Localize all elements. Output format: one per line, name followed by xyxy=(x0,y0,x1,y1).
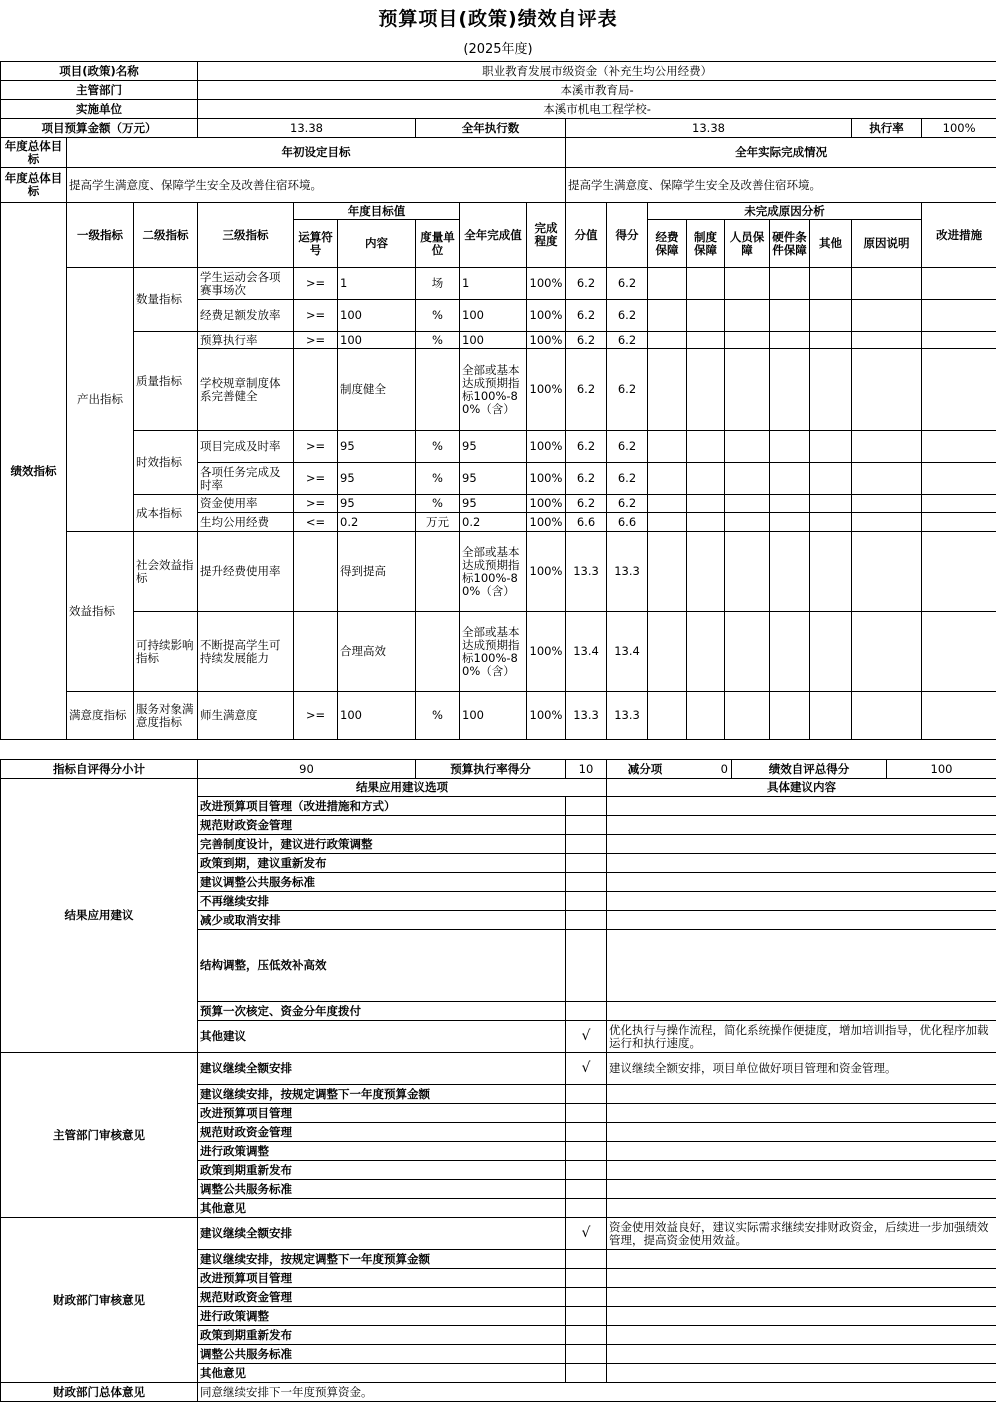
indicator-name: 资金使用率 xyxy=(198,495,294,513)
option-text: 调整公共服务标准 xyxy=(198,1180,566,1199)
unit-label: 实施单位 xyxy=(1,100,198,119)
option-check[interactable] xyxy=(566,835,607,854)
op-cell: >= xyxy=(294,692,338,740)
score-val-header: 分值 xyxy=(566,203,607,268)
option-content xyxy=(607,854,996,873)
option-check[interactable] xyxy=(566,1269,607,1288)
indicator-name: 师生满意度 xyxy=(198,692,294,740)
deduct-label: 减分项 xyxy=(607,763,683,776)
op-cell: <= xyxy=(294,513,338,532)
option-content: 资金使用效益良好，建议实际需求继续安排财政资金，后续进一步加强绩效管理，提高资金使用效益。 xyxy=(607,1218,996,1250)
project-name: 职业教育发展市级资金（补充生均公用经费） xyxy=(198,62,996,81)
option-content xyxy=(607,797,996,816)
option-text: 改进预算项目管理 xyxy=(198,1269,566,1288)
option-check[interactable] xyxy=(566,854,607,873)
content-cell: 95 xyxy=(338,431,416,463)
done-cell: 全部或基本达成预期指标100%-80%（含） xyxy=(460,349,527,431)
done-cell: 100 xyxy=(460,692,527,740)
rate-label: 执行率 xyxy=(852,119,922,138)
indicator-name: 学校规章制度体系完善健全 xyxy=(198,349,294,431)
option-content: 建议继续全额安排，项目单位做好项目管理和资金管理。 xyxy=(607,1053,996,1085)
val-cell: 6.2 xyxy=(566,300,607,332)
option-text: 改进预算项目管理（改进措施和方式） xyxy=(198,797,566,816)
page-title: 预算项目(政策)绩效自评表 xyxy=(0,4,996,31)
option-check[interactable] xyxy=(566,1104,607,1123)
budget-score-value: 10 xyxy=(566,760,607,779)
actual-goal: 提高学生满意度、保障学生安全及改善住宿环境。 xyxy=(566,168,996,203)
exec-label: 全年执行数 xyxy=(416,119,566,138)
exec-value: 13.38 xyxy=(566,119,852,138)
initial-goal-header: 年初设定目标 xyxy=(67,138,566,168)
content-cell: 100 xyxy=(338,300,416,332)
score-cell: 6.2 xyxy=(607,268,648,300)
option-check[interactable]: √ xyxy=(566,1218,607,1250)
group-social: 社会效益指标 xyxy=(134,532,198,612)
list-item xyxy=(1,1053,996,1085)
option-content xyxy=(607,873,996,892)
supervisor-label: 主管部门审核意见 xyxy=(1,1053,198,1218)
option-check[interactable] xyxy=(566,1142,607,1161)
op-cell xyxy=(294,612,338,692)
score-cell: 6.2 xyxy=(607,300,648,332)
option-check[interactable] xyxy=(566,1123,607,1142)
val-cell: 6.2 xyxy=(566,431,607,463)
val-cell: 6.6 xyxy=(566,513,607,532)
actual-goal-header: 全年实际完成情况 xyxy=(566,138,996,168)
l2-header: 二级指标 xyxy=(134,203,198,268)
content-cell: 95 xyxy=(338,463,416,495)
val-cell: 6.2 xyxy=(566,268,607,300)
total-label: 绩效自评总得分 xyxy=(732,760,887,778)
val-cell: 6.2 xyxy=(566,495,607,513)
done-cell: 1 xyxy=(460,268,527,300)
option-check[interactable] xyxy=(566,1199,607,1218)
degree-cell: 100% xyxy=(527,692,566,740)
option-content xyxy=(607,1326,996,1345)
done-cell: 0.2 xyxy=(460,513,527,532)
score-cell: 6.2 xyxy=(607,332,648,349)
option-check[interactable] xyxy=(566,892,607,911)
content-cell: 100 xyxy=(338,692,416,740)
table-row xyxy=(1,495,996,513)
val-cell: 6.2 xyxy=(566,463,607,495)
degree-cell: 100% xyxy=(527,349,566,431)
option-check[interactable] xyxy=(566,1307,607,1326)
table-row xyxy=(1,532,996,612)
group-satisfaction: 满意度指标 xyxy=(67,692,134,740)
content-header: 内容 xyxy=(338,220,416,268)
done-header: 全年完成值 xyxy=(460,203,527,268)
degree-cell: 100% xyxy=(527,431,566,463)
group-cost: 成本指标 xyxy=(134,495,198,532)
option-text: 预算一次核定、资金分年度拨付 xyxy=(198,1002,566,1021)
option-text: 其他意见 xyxy=(198,1364,566,1383)
goal-row-label: 年度总体目标 xyxy=(1,168,67,203)
budget-score-label: 预算执行率得分 xyxy=(416,760,566,779)
budget-value: 13.38 xyxy=(198,119,416,138)
option-check[interactable] xyxy=(566,1364,607,1383)
op-cell: >= xyxy=(294,268,338,300)
degree-cell: 100% xyxy=(527,513,566,532)
indicator-name: 生均公用经费 xyxy=(198,513,294,532)
option-text: 完善制度设计，建议进行政策调整 xyxy=(198,835,566,854)
option-text: 政策到期，建议重新发布 xyxy=(198,854,566,873)
indicator-name: 经费足额发放率 xyxy=(198,300,294,332)
option-check[interactable] xyxy=(566,816,607,835)
dept-value: 本溪市教育局- xyxy=(198,81,996,100)
unit-cell xyxy=(416,532,460,612)
subtotal-label: 指标自评得分小计 xyxy=(1,760,198,779)
content-cell: 合理高效 xyxy=(338,612,416,692)
content-cell: 0.2 xyxy=(338,513,416,532)
group-quality: 质量指标 xyxy=(134,332,198,431)
option-text: 调整公共服务标准 xyxy=(198,1345,566,1364)
done-cell: 100 xyxy=(460,332,527,349)
unit-cell: % xyxy=(416,431,460,463)
option-text: 建议继续全额安排 xyxy=(198,1053,566,1085)
result-options-header: 结果应用建议选项 xyxy=(198,779,607,797)
option-content xyxy=(607,1269,996,1288)
option-content xyxy=(607,1180,996,1199)
option-check[interactable] xyxy=(566,1180,607,1199)
table-row xyxy=(1,612,996,692)
option-content xyxy=(607,1307,996,1326)
op-cell: >= xyxy=(294,431,338,463)
option-check[interactable] xyxy=(566,1085,607,1104)
table-row xyxy=(1,332,996,349)
op-header: 运算符号 xyxy=(294,220,338,268)
done-cell: 95 xyxy=(460,495,527,513)
unit-cell: 万元 xyxy=(416,513,460,532)
degree-cell: 100% xyxy=(527,612,566,692)
op-cell: >= xyxy=(294,463,338,495)
degree-cell: 100% xyxy=(527,495,566,513)
option-content xyxy=(607,1123,996,1142)
option-text: 结构调整，压低效补高效 xyxy=(198,930,566,1002)
option-content xyxy=(607,1104,996,1123)
option-text: 建议调整公共服务标准 xyxy=(198,873,566,892)
page-subtitle: (2025年度) xyxy=(0,38,996,57)
option-text: 其他建议 xyxy=(198,1021,566,1053)
option-content xyxy=(607,835,996,854)
done-cell: 95 xyxy=(460,431,527,463)
content-cell: 1 xyxy=(338,268,416,300)
reason-note-header: 原因说明 xyxy=(852,220,922,268)
dept-label: 主管部门 xyxy=(1,81,198,100)
option-content xyxy=(607,1345,996,1364)
group-quantity: 数量指标 xyxy=(134,268,198,332)
degree-cell: 100% xyxy=(527,268,566,300)
val-cell: 6.2 xyxy=(566,349,607,431)
group-service: 服务对象满意度指标 xyxy=(134,692,198,740)
val-cell: 13.4 xyxy=(566,612,607,692)
option-check[interactable] xyxy=(566,1002,607,1021)
option-check[interactable]: √ xyxy=(566,1053,607,1085)
reason-staff-header: 人员保障 xyxy=(725,220,770,268)
option-text: 建议继续全额安排 xyxy=(198,1218,566,1250)
table-row xyxy=(1,431,996,463)
reason-system-header: 制度保障 xyxy=(687,220,725,268)
option-text: 进行政策调整 xyxy=(198,1142,566,1161)
reason-hardware-header: 硬件条件保障 xyxy=(770,220,810,268)
op-cell xyxy=(294,349,338,431)
indicator-name: 预算执行率 xyxy=(198,332,294,349)
reason-funding-header: 经费保障 xyxy=(648,220,687,268)
option-check[interactable] xyxy=(566,1326,607,1345)
group-sustain: 可持续影响指标 xyxy=(134,612,198,692)
done-cell: 全部或基本达成预期指标100%-80%（含） xyxy=(460,532,527,612)
option-content xyxy=(607,1002,996,1021)
option-check[interactable] xyxy=(566,930,607,1002)
score-cell: 6.2 xyxy=(607,431,648,463)
degree-header: 完成程度 xyxy=(527,203,566,268)
indicator-name: 不断提高学生可持续发展能力 xyxy=(198,612,294,692)
score-cell: 13.3 xyxy=(607,692,648,740)
option-content xyxy=(607,911,996,930)
total-value: 100 xyxy=(887,763,996,776)
option-content xyxy=(607,1250,996,1269)
done-cell: 全部或基本达成预期指标100%-80%（含） xyxy=(460,612,527,692)
option-text: 政策到期重新发布 xyxy=(198,1326,566,1345)
unit-cell xyxy=(416,612,460,692)
option-content xyxy=(607,1364,996,1383)
goal-row-label: 年度总体目标 xyxy=(1,138,67,168)
unit-cell: % xyxy=(416,332,460,349)
val-cell: 6.2 xyxy=(566,332,607,349)
project-name-label: 项目(政策)名称 xyxy=(1,62,198,81)
degree-cell: 100% xyxy=(527,332,566,349)
reason-other-header: 其他 xyxy=(810,220,852,268)
option-text: 政策到期重新发布 xyxy=(198,1161,566,1180)
unit-header: 度量单位 xyxy=(416,220,460,268)
content-cell: 得到提高 xyxy=(338,532,416,612)
option-check[interactable] xyxy=(566,797,607,816)
option-content xyxy=(607,816,996,835)
rate-value: 100% xyxy=(922,119,996,138)
unit-cell xyxy=(416,349,460,431)
option-content xyxy=(607,1288,996,1307)
degree-cell: 100% xyxy=(527,300,566,332)
group-benefit: 效益指标 xyxy=(67,532,134,692)
op-cell: >= xyxy=(294,495,338,513)
option-content xyxy=(607,1199,996,1218)
done-cell: 100 xyxy=(460,300,527,332)
option-content xyxy=(607,1161,996,1180)
initial-goal: 提高学生满意度、保障学生安全及改善住宿环境。 xyxy=(67,168,566,203)
option-content xyxy=(607,1085,996,1104)
option-text: 规范财政资金管理 xyxy=(198,1123,566,1142)
group-output: 产出指标 xyxy=(67,268,134,532)
option-text: 进行政策调整 xyxy=(198,1307,566,1326)
option-check[interactable] xyxy=(566,911,607,930)
score-cell: 13.3 xyxy=(607,532,648,612)
unit-cell: % xyxy=(416,300,460,332)
group-time: 时效指标 xyxy=(134,431,198,495)
content-cell: 95 xyxy=(338,495,416,513)
reason-header: 未完成原因分析 xyxy=(648,203,922,220)
degree-cell: 100% xyxy=(527,463,566,495)
unit-cell: 场 xyxy=(416,268,460,300)
option-text: 不再继续安排 xyxy=(198,892,566,911)
option-check[interactable] xyxy=(566,1161,607,1180)
val-cell: 13.3 xyxy=(566,532,607,612)
option-text: 建议继续安排，按规定调整下一年度预算金额 xyxy=(198,1085,566,1104)
table-row xyxy=(1,268,996,300)
option-content: 优化执行与操作流程，简化系统操作便捷度，增加培训指导，优化程序加载运行和执行速度。 xyxy=(607,1021,996,1053)
improve-header: 改进措施 xyxy=(922,203,996,268)
evaluation-table xyxy=(0,61,996,740)
op-cell xyxy=(294,532,338,612)
content-cell: 100 xyxy=(338,332,416,349)
option-text: 其他意见 xyxy=(198,1199,566,1218)
option-content xyxy=(607,1142,996,1161)
done-cell: 95 xyxy=(460,463,527,495)
score-cell: 6.2 xyxy=(607,349,648,431)
indicator-name: 学生运动会各项赛事场次 xyxy=(198,268,294,300)
option-content xyxy=(607,892,996,911)
op-cell: >= xyxy=(294,332,338,349)
result-content-header: 具体建议内容 xyxy=(607,779,996,797)
unit-cell: % xyxy=(416,463,460,495)
indicator-name: 提升经费使用率 xyxy=(198,532,294,612)
deduct-value: 0 xyxy=(683,760,732,778)
overall-content: 同意继续安排下一年度预算资金。 xyxy=(198,1383,996,1402)
l3-header: 三级指标 xyxy=(198,203,294,268)
score-cell: 6.6 xyxy=(607,513,648,532)
score-header: 得分 xyxy=(607,203,648,268)
list-item xyxy=(1,1218,996,1250)
unit-cell: % xyxy=(416,692,460,740)
indicator-name: 各项任务完成及时率 xyxy=(198,463,294,495)
table-row xyxy=(1,692,996,740)
unit-cell: % xyxy=(416,495,460,513)
score-cell: 6.2 xyxy=(607,463,648,495)
option-text: 规范财政资金管理 xyxy=(198,1288,566,1307)
indicator-name: 项目完成及时率 xyxy=(198,431,294,463)
op-cell: >= xyxy=(294,300,338,332)
val-cell: 13.3 xyxy=(566,692,607,740)
option-text: 规范财政资金管理 xyxy=(198,816,566,835)
option-text: 减少或取消安排 xyxy=(198,911,566,930)
option-check[interactable] xyxy=(566,1345,607,1364)
option-check[interactable]: √ xyxy=(566,1021,607,1053)
l1-header: 一级指标 xyxy=(67,203,134,268)
content-cell: 制度健全 xyxy=(338,349,416,431)
option-check[interactable] xyxy=(566,873,607,892)
target-header: 年度目标值 xyxy=(294,203,460,220)
degree-cell: 100% xyxy=(527,532,566,612)
overall-label: 财政部门总体意见 xyxy=(1,1383,198,1402)
score-cell: 6.2 xyxy=(607,495,648,513)
option-text: 建议继续安排，按规定调整下一年度预算金额 xyxy=(198,1250,566,1269)
perf-label: 绩效指标 xyxy=(1,203,67,740)
suggestion-table xyxy=(0,759,996,1402)
option-text: 改进预算项目管理 xyxy=(198,1104,566,1123)
subtotal-value: 90 xyxy=(198,760,416,779)
option-check[interactable] xyxy=(566,1250,607,1269)
score-cell: 13.4 xyxy=(607,612,648,692)
result-label: 结果应用建议 xyxy=(1,779,198,1053)
budget-label: 项目预算金额（万元） xyxy=(1,119,198,138)
unit-value: 本溪市机电工程学校- xyxy=(198,100,996,119)
option-content xyxy=(607,930,996,1002)
finance-label: 财政部门审核意见 xyxy=(1,1218,198,1383)
option-check[interactable] xyxy=(566,1288,607,1307)
